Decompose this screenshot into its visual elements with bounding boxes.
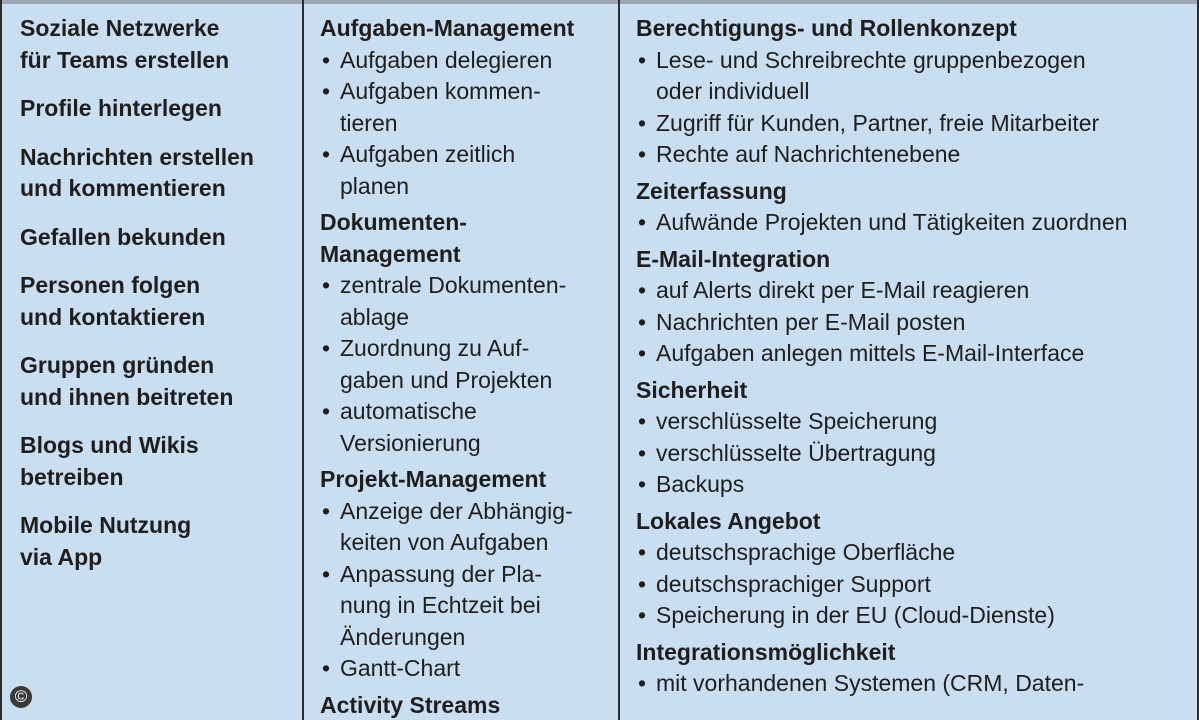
feature-item: Profile hinterlegen [20, 95, 222, 121]
list-item: • deutschsprachiger Support [636, 569, 1199, 601]
feature-item: Personen folgen und kontaktieren [20, 272, 206, 330]
list-item: • Aufgaben anlegen mittels E-Mail-Interface [636, 338, 1199, 370]
feature-item: Gruppen gründen und ihnen beitreten [20, 352, 234, 410]
list-item: • Gantt-Chart [320, 653, 619, 685]
feature-item: Nachrichten erstellen und kommentieren [20, 143, 254, 201]
list-item: • Backups [636, 469, 1199, 501]
section-integration [636, 637, 1199, 700]
list-item: • verschlüsselte Speicherung [636, 406, 1199, 438]
section-zeiterfassung [636, 176, 1199, 239]
bullet: • [322, 272, 331, 298]
section-dokumente [320, 207, 619, 459]
feature-item: Gefallen bekunden [20, 223, 226, 250]
feature-item: Soziale Netzwerke für Teams erstellen [20, 15, 230, 73]
section-projekt [320, 464, 619, 685]
bullet: • [322, 78, 331, 104]
section-lokal [636, 506, 1199, 632]
section-sicherheit [636, 375, 1199, 501]
section-heading: Dokumenten- Management [320, 209, 467, 267]
list-item: • Zugriff für Kunden, Partner, freie Mitarbeiter [636, 108, 1199, 140]
bullet: • [322, 141, 331, 167]
bullet: • [322, 46, 331, 73]
bullet: • [322, 655, 331, 681]
list-item: • automatische Versionierung [322, 398, 481, 456]
bullet: • [638, 439, 647, 466]
bullet: • [322, 335, 331, 361]
bullet: • [638, 277, 647, 303]
section-heading: Berechtigungs- und Rollenkonzept [636, 15, 1017, 41]
section-heading: Zeiterfassung [636, 177, 787, 204]
section-heading: E-Mail-Integration [636, 245, 831, 272]
list-item: • auf Alerts direkt per E-Mail reagieren [636, 275, 1199, 307]
feature-column [0, 0, 303, 720]
bullet: • [638, 471, 647, 497]
list-item: • Anpassung der Pla- nung in Echtzeit bei Änderungen [322, 560, 543, 650]
management-column [303, 0, 619, 720]
section-heading: Aufgaben-Management [320, 15, 575, 41]
list-item: • Aufwände Projekten und Tätigkeiten zuordnen [636, 207, 1199, 239]
list-item: • Nachrichten per E-Mail posten [636, 307, 1199, 339]
copyright-icon: © [10, 686, 32, 708]
feature-item: Mobile Nutzung via App [20, 512, 192, 570]
column-divider [302, 0, 304, 720]
section-activity [320, 690, 619, 720]
section-heading: Sicherheit [636, 376, 748, 403]
list-item: • Anzeige der Abhängig- keiten von Aufgaben [322, 497, 573, 555]
bullet: • [322, 497, 331, 524]
bullet: • [638, 109, 647, 136]
column-divider [618, 0, 620, 720]
bullet: • [322, 398, 331, 424]
section-email [636, 244, 1199, 370]
bullet: • [638, 46, 647, 73]
list-item: • Lese- und Schreibrechte gruppenbezogen oder individuell [638, 46, 1086, 104]
requirements-column [619, 0, 1199, 720]
bullet: • [638, 209, 647, 235]
list-item: • mit vorhandenen Systemen (CRM, Daten- [636, 668, 1199, 700]
list-item: • Rechte auf Nachrichtenebene [636, 139, 1199, 171]
list-item: • Speicherung in der EU (Cloud-Dienste) [636, 600, 1199, 632]
section-aufgaben [320, 13, 619, 202]
bullet: • [638, 141, 647, 167]
bullet: • [638, 340, 647, 366]
list-item: • verschlüsselte Übertragung [636, 438, 1199, 470]
feature-item: Blogs und Wikis betreiben [20, 432, 199, 490]
bullet: • [322, 560, 331, 587]
list-item: • Aufgaben zeitlich planen [322, 141, 516, 199]
section-heading: Projekt-Management [320, 466, 547, 492]
bullet: • [638, 670, 647, 696]
section-heading: Integrationsmöglichkeit [636, 638, 896, 665]
list-item: • Aufgaben kommen- tieren [322, 78, 541, 136]
bullet: • [638, 539, 647, 565]
section-heading: Lokales Angebot [636, 507, 821, 534]
list-item: • zentrale Dokumenten- ablage [322, 272, 567, 330]
bullet: • [638, 308, 647, 335]
bullet: • [638, 602, 647, 628]
list-item: • deutschsprachige Oberfläche [636, 537, 1199, 569]
column-divider [0, 0, 2, 720]
section-heading: Activity Streams [320, 691, 501, 718]
bullet: • [638, 408, 647, 434]
list-item: • Zuordnung zu Auf- gaben und Projekten [322, 335, 553, 393]
bullet: • [638, 570, 647, 597]
list-item: • Aufgaben delegieren [320, 45, 619, 77]
section-berechtigung [636, 13, 1199, 171]
